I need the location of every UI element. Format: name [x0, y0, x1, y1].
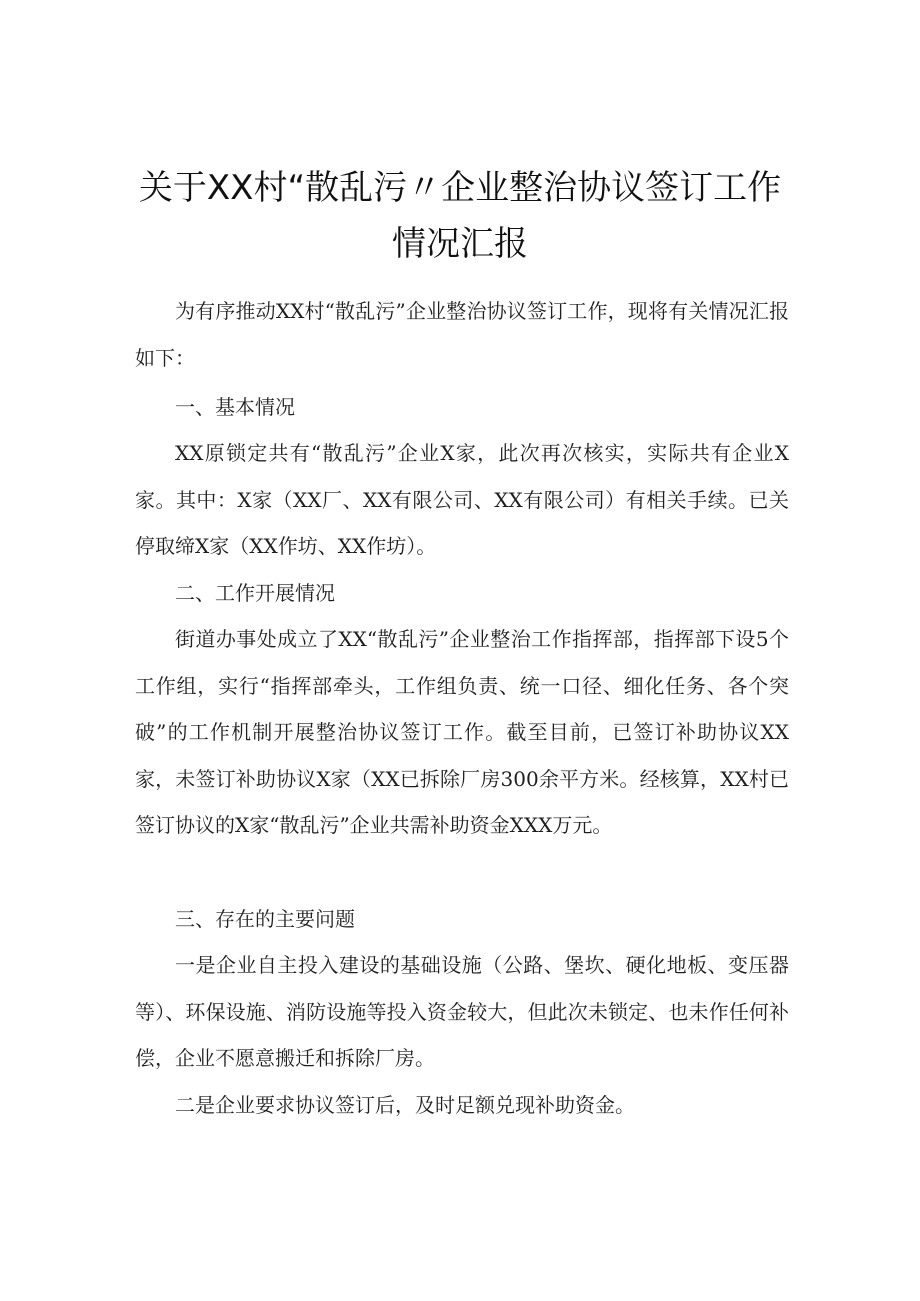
intro-paragraph: 为有序推动XX村“散乱污”企业整治协议签订工作，现将有关情况汇报如下： — [135, 299, 789, 370]
section-heading-main-problems: 三、存在的主要问题 — [175, 907, 355, 931]
document-title-line-2: 情况汇报 — [392, 224, 528, 264]
basic-situation-paragraph: XX原锁定共有“散乱污”企业X家，此次再次核实，实际共有企业X家。其中：X家（XX厂、XX有限公司、XX有限公司）有相关手续。已关停取缔X家（XX作坊、XX作坊）。 — [135, 441, 789, 558]
section-heading-basic-situation: 一、基本情况 — [175, 395, 295, 419]
work-progress-paragraph: 街道办事处成立了XX“散乱污”企业整治工作指挥部，指挥部下设5个工作组，实行“指挥部牵头，工作组负责、统一口径、细化任务、各个突破”的工作机制开展整治协议签订工作。截至目前，已签订补助协议XX家，未签订补助协议X家（XX已拆除厂房300余平方米。经核算，XX村已签订协议的X家“散乱污”企业共需补助资金XXX万元。 — [135, 627, 789, 837]
document-title-line-1: 关于XX村“散乱污〃企业整治协议签订工作 — [138, 168, 782, 208]
section-heading-work-progress: 二、工作开展情况 — [175, 581, 335, 605]
problem-one-paragraph: 一是企业自主投入建设的基础设施（公路、堡坎、硬化地板、变压器等）、环保设施、消防设施等投入资金较大，但此次未锁定、也未作任何补偿，企业不愿意搬迁和拆除厂房。 — [135, 953, 789, 1070]
problem-two-paragraph: 二是企业要求协议签订后，及时足额兑现补助资金。 — [175, 1093, 635, 1117]
